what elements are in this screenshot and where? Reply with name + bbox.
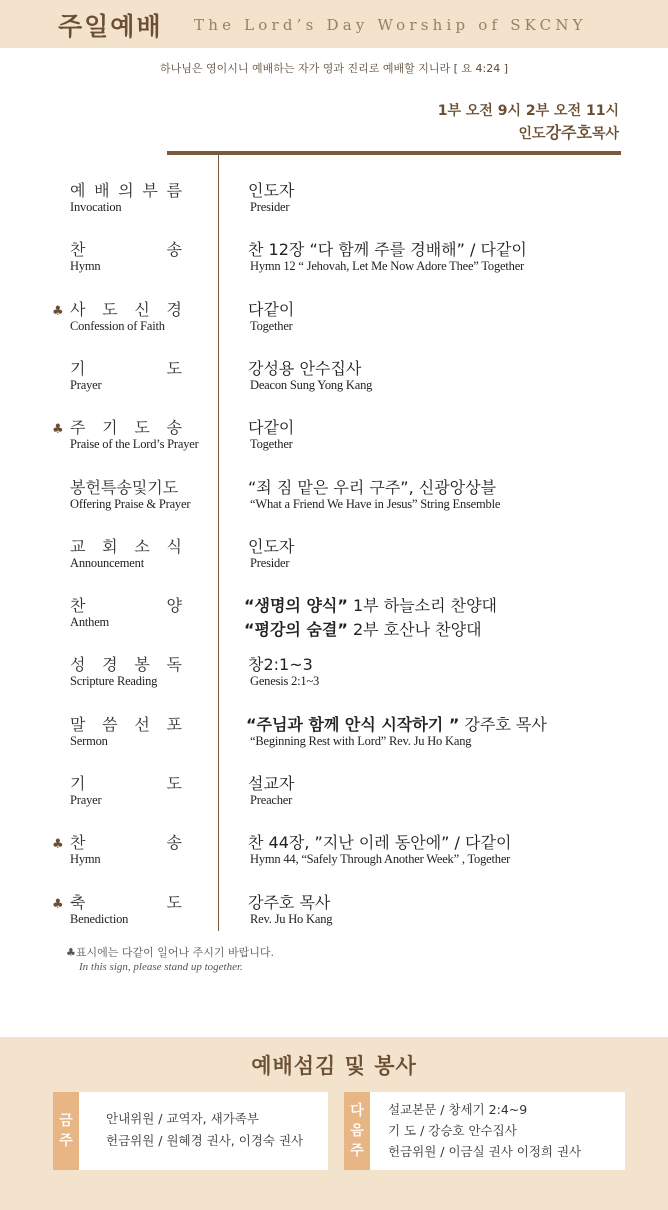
order-item <box>0 771 668 830</box>
order-item-char: 봉헌특송및기도 <box>70 477 179 497</box>
order-item-english: Prayer <box>70 377 102 392</box>
order-item-detail-english: Together <box>250 318 293 333</box>
anthem-second <box>244 617 482 640</box>
order-item <box>0 830 668 889</box>
order-item <box>0 178 668 237</box>
order-item-char: 사 <box>70 299 86 319</box>
order-item-english: Hymn <box>70 852 101 867</box>
order-item-detail: 찬 12장 “다 함께 주를 경배해” / 다같이 <box>248 240 527 260</box>
order-item-korean <box>70 771 182 794</box>
order-item-char: 독 <box>166 655 182 675</box>
order-item-char: 도 <box>166 358 182 378</box>
next-week-line: 설교본문 / 창세기 2:4~9 <box>388 1102 528 1117</box>
service-times-line: 1부 오전 9시 2부 오전 11시 <box>437 103 619 119</box>
scripture-verse: 하나님은 영이시니 예배하는 자가 영과 진리로 예배할 지니라 [ 요 4:24 ] <box>159 62 509 75</box>
service-times <box>438 100 619 145</box>
order-item-detail: 창2:1~3 <box>248 655 313 675</box>
order-item-char: 선 <box>134 714 150 734</box>
order-item <box>0 237 668 296</box>
order-item-detail: 강주호 목사 <box>248 892 331 912</box>
order-item-char: 기 <box>70 358 86 378</box>
page-subtitle: The Lord’s Day Worship of SKCNY <box>194 16 587 34</box>
presider-label: 인도 <box>518 126 546 142</box>
next-week-line: 기 도 / 강승호 안수집사 <box>388 1123 517 1138</box>
order-item <box>0 415 668 474</box>
order-item-detail-english: Presider <box>250 555 290 570</box>
order-item-char: 말 <box>70 714 86 734</box>
order-item-english: Scripture Reading <box>70 674 158 689</box>
order-item-char: 기 <box>102 418 118 438</box>
order-item-detail: 인도자 <box>248 181 295 200</box>
order-item-korean <box>70 890 182 913</box>
header-bar <box>0 0 668 48</box>
order-item-char: 송 <box>166 833 182 853</box>
tag-char: 음 <box>350 1123 364 1139</box>
order-item-english: Offering Praise & Prayer <box>70 496 191 511</box>
tag-char: 주 <box>59 1133 73 1149</box>
order-item <box>0 652 668 711</box>
order-item-char: 소 <box>134 536 150 556</box>
order-item <box>0 593 668 652</box>
order-item-korean <box>70 534 182 557</box>
stand-mark-icon: ♣ <box>52 837 64 853</box>
order-item-char: 경 <box>166 299 182 319</box>
this-week-lines <box>106 1108 303 1152</box>
order-item-char: 회 <box>102 536 118 556</box>
order-item <box>0 712 668 771</box>
next-week-line: 헌금위원 / 이금실 권사 이정희 권사 <box>388 1144 582 1159</box>
order-item-detail: 찬 44장, ”지난 이레 동안에” / 다같이 <box>248 833 512 853</box>
order-item-english: Invocation <box>70 200 122 214</box>
this-week-box <box>53 1092 328 1170</box>
service-section <box>0 1037 668 1210</box>
order-item-char: 식 <box>166 536 182 556</box>
order-item-detail: 다같이 <box>248 418 295 438</box>
order-item-detail-english: Rev. Ju Ho Kang <box>250 911 333 926</box>
order-item-korean <box>70 593 182 616</box>
anthem-choir: 1부 하늘소리 찬양대 <box>347 596 497 616</box>
order-item <box>0 356 668 415</box>
order-item-detail-english: Hymn 44, “Safely Through Another Week” , Together <box>250 852 511 867</box>
order-item-korean <box>70 652 182 675</box>
this-week-line: 안내위원 / 교역자, 새가족부 <box>106 1111 259 1126</box>
order-item-korean <box>70 415 182 438</box>
sermon-line <box>246 712 547 735</box>
order-item-detail-english: Presider <box>250 200 290 214</box>
order-item <box>0 475 668 534</box>
anthem-title: “평강의 숨결” <box>244 620 348 640</box>
order-item-detail-english: Together <box>250 437 293 452</box>
order-item-char: 주 <box>70 418 86 438</box>
sermon-title: “주님과 함께 안식 시작하기 ” <box>246 714 460 734</box>
tag-char: 주 <box>350 1143 364 1159</box>
order-item-char: 봉 <box>134 655 150 675</box>
order-item <box>0 890 668 949</box>
standing-note-english: In this sign, please stand up together. <box>79 961 243 973</box>
order-item-detail: 인도자 <box>248 536 295 556</box>
order-item-char: 도 <box>166 774 182 793</box>
tag-char: 다 <box>350 1103 364 1119</box>
order-item-char: 도 <box>166 892 182 912</box>
order-item-detail: 강성용 안수집사 <box>248 358 362 378</box>
presider-title: 목사 <box>591 126 619 142</box>
order-item-english: Confession of Faith <box>70 318 165 333</box>
divider-rule <box>167 151 621 155</box>
order-item-korean <box>70 178 182 201</box>
order-item-char: 기 <box>70 774 86 793</box>
service-title: 예배섬김 및 봉사 <box>251 1054 417 1078</box>
sermon-preacher: 강주호 목사 <box>459 714 547 734</box>
order-item-char: 찬 <box>70 240 86 260</box>
order-item-detail: “죄 짐 맡은 우리 구주”, 신광앙상블 <box>248 477 497 497</box>
order-item-char: 양 <box>166 596 182 616</box>
standing-note: ♣표시에는 다같이 일어나 주시기 바랍니다. <box>66 946 274 959</box>
order-item-detail-english: Genesis 2:1~3 <box>250 674 320 689</box>
order-item-char: 찬 <box>70 833 86 853</box>
order-item <box>0 534 668 593</box>
order-item-english: Prayer <box>70 793 102 807</box>
stand-mark-icon: ♣ <box>52 896 64 912</box>
order-item-korean <box>70 712 182 735</box>
order-item-detail: 설교자 <box>248 774 295 793</box>
order-item-char: 경 <box>102 655 118 675</box>
order-item-detail-english: Deacon Sung Yong Kang <box>250 377 373 392</box>
next-week-lines <box>388 1099 581 1162</box>
next-week-box <box>344 1092 625 1170</box>
tag-char: 금 <box>59 1113 73 1129</box>
order-item-detail-english: “What a Friend We Have in Jesus” String Ensemble <box>250 496 501 511</box>
this-week-tag <box>53 1092 79 1170</box>
order-item-char: 찬 <box>70 596 86 616</box>
presider-line <box>518 123 620 142</box>
anthem-choir: 2부 호산나 찬양대 <box>347 620 482 640</box>
order-item-korean <box>70 356 182 379</box>
order-item-detail-english: Preacher <box>250 793 293 807</box>
order-item-char: 예 <box>70 181 86 200</box>
order-item-char: 도 <box>134 418 150 438</box>
order-item-korean <box>70 830 182 853</box>
this-week-line: 헌금위원 / 원혜경 권사, 이경숙 권사 <box>106 1133 304 1148</box>
order-item-char: 부 <box>142 181 158 200</box>
order-item-char: 송 <box>166 418 182 438</box>
order-item-korean <box>70 475 182 498</box>
order-item-char: 포 <box>166 714 182 734</box>
order-item-english: Hymn <box>70 259 101 274</box>
order-item-detail-english: “Beginning Rest with Lord” Rev. Ju Ho Kang <box>250 733 472 748</box>
order-item-char: 성 <box>70 655 86 675</box>
order-item-char: 교 <box>70 536 86 556</box>
order-item-korean <box>70 297 182 320</box>
next-week-tag <box>344 1092 370 1170</box>
order-item-char: 송 <box>166 240 182 260</box>
order-item-char: 의 <box>118 181 134 200</box>
order-item <box>0 297 668 356</box>
order-item-english: Anthem <box>70 615 110 630</box>
anthem-title: “생명의 양식” <box>244 596 348 616</box>
order-item-char: 배 <box>94 181 110 200</box>
page-title: 주일예배 <box>58 12 163 41</box>
order-item-char: 씀 <box>102 714 118 734</box>
order-item-detail: 다같이 <box>248 299 295 319</box>
order-item-char: 축 <box>70 892 86 912</box>
order-item-char: 신 <box>134 299 150 319</box>
anthem-first <box>244 593 497 616</box>
order-item-char: 름 <box>166 181 182 200</box>
stand-mark-icon: ♣ <box>52 422 64 438</box>
stand-mark-icon: ♣ <box>52 303 64 319</box>
presider-name: 강주호 <box>545 123 592 142</box>
order-item-korean <box>70 237 182 260</box>
order-item-english: Praise of the Lord’s Prayer <box>70 437 199 452</box>
order-item-english: Benediction <box>70 911 129 926</box>
order-item-detail-english: Hymn 12 “ Jehovah, Let Me Now Adore Thee” Together <box>250 259 525 274</box>
order-item-english: Announcement <box>70 555 144 570</box>
order-item-char: 도 <box>102 299 118 319</box>
order-item-english: Sermon <box>70 733 108 748</box>
